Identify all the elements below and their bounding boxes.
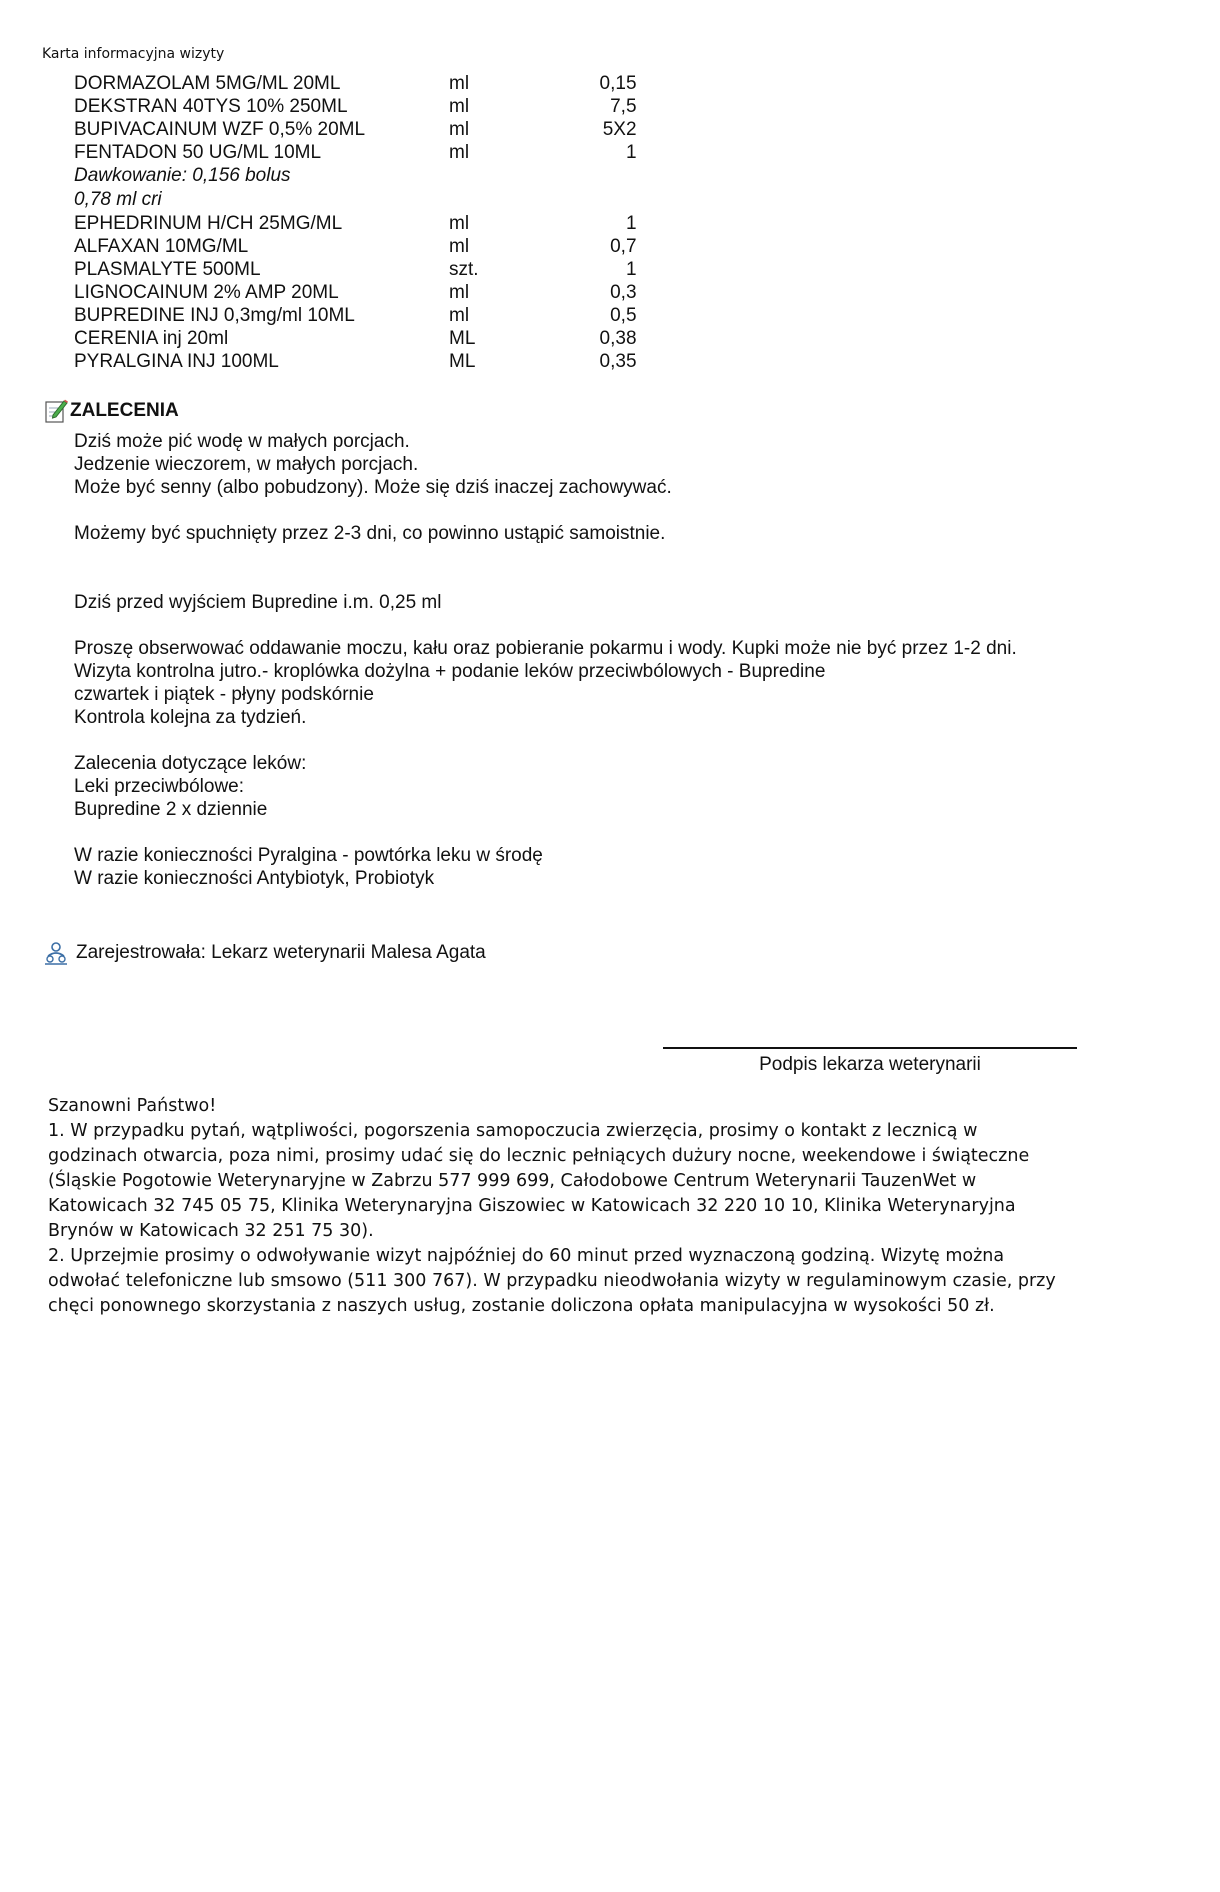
medication-unit: ML [449,351,476,372]
medication-unit: ml [449,282,470,303]
medication-list [74,72,637,373]
medication-name: PLASMALYTE 500ML [74,259,261,280]
medication-unit: ml [449,142,470,163]
medication-name: CERENIA inj 20ml [74,328,229,349]
medication-row [74,304,637,327]
medication-name: ALFAXAN 10MG/ML [74,236,249,257]
medication-qty: 1 [625,142,637,163]
medication-row [74,327,637,350]
spacer [74,545,1017,568]
medication-name: PYRALGINA INJ 100ML [74,351,279,372]
medication-row [74,258,637,281]
medication-unit: szt. [449,259,479,280]
notice-line: (Śląskie Pogotowie Weterynaryjne w Zabrzu 577 999 699, Całodobowe Centrum Weterynarii TauzenWet w [48,1171,977,1191]
recommendation-line: Leki przeciwbólowe: [74,776,245,797]
recommendation-line: czwartek i piątek - płyny podskórnie [74,684,374,705]
medication-qty: 0,3 [610,282,637,303]
recommendation-line: W razie konieczności Antybiotyk, Probiotyk [74,868,435,889]
recommendation-line: W razie konieczności Pyralgina - powtórka leku w środę [74,845,543,866]
signature-label: Podpis lekarza weterynarii [759,1054,981,1075]
medication-row [74,72,637,95]
medication-qty: 0,35 [599,351,637,372]
notice-line: Katowicach 32 745 05 75, Klinika Weterynaryjna Giszowiec w Katowicach 32 220 10 10, Klinika Weterynaryjna [48,1196,1016,1216]
medication-row [74,141,637,164]
medication-name: BUPREDINE INJ 0,3mg/ml 10ML [74,305,355,326]
recommendation-line: Jedzenie wieczorem, w małych porcjach. [74,454,419,475]
medication-row [74,95,637,118]
medication-name: DEKSTRAN 40TYS 10% 250ML [74,96,348,117]
medication-qty: 0,7 [610,236,637,257]
medication-row [74,118,637,141]
recommendation-line: Dziś może pić wodę w małych porcjach. [74,431,410,452]
registered-by-text: Zarejestrowała: Lekarz weterynarii Malesa Agata [76,942,486,963]
spacer [74,821,1017,844]
notice-line: 2. Uprzejmie prosimy o odwoływanie wizyt najpóźniej do 60 minut przed wyznaczoną godziną. Wizytę można [48,1246,1005,1266]
recommendation-line: Proszę obserwować oddawanie moczu, kału oraz pobieranie pokarmu i wody. Kupki może nie być przez 1-2 dni. [74,638,1017,659]
medication-name: EPHEDRINUM H/CH 25MG/ML [74,213,343,234]
document-header: Karta informacyjna wizyty [42,46,225,62]
notice-block [48,1094,1068,1319]
users-icon [44,941,68,965]
dosage-note: 0,78 ml cri [74,189,162,210]
medication-unit: ml [449,305,470,326]
medication-unit: ml [449,73,470,94]
spacer [74,729,1017,752]
recommendation-line: Kontrola kolejna za tydzień. [74,707,307,728]
recommendation-line: Dziś przed wyjściem Bupredine i.m. 0,25 ml [74,592,442,613]
medication-unit: ml [449,236,470,257]
notice-line: 1. W przypadku pytań, wątpliwości, pogorszenia samopoczucia zwierzęcia, prosimy o kontakt z lecznicą w [48,1121,978,1141]
medication-qty: 0,15 [599,73,637,94]
medication-unit: ML [449,328,476,349]
registered-by [44,941,486,965]
medication-qty: 5X2 [602,119,637,140]
medication-name: LIGNOCAINUM 2% AMP 20ML [74,282,339,303]
notice-line: Szanowni Państwo! [48,1096,217,1116]
medication-row [74,235,637,258]
dosage-note: Dawkowanie: 0,156 bolus [74,165,291,186]
signature-line [663,1047,1077,1049]
medication-row [74,281,637,304]
recommendations-body [74,430,1017,890]
recommendation-line: Zalecenia dotyczące leków: [74,753,307,774]
notice-line: chęci ponownego skorzystania z naszych usług, zostanie doliczona opłata manipulacyjna w wysokości 50 zł. [48,1296,995,1316]
spacer [74,614,1017,637]
notice-line: Brynów w Katowicach 32 251 75 30). [48,1221,374,1241]
recommendations-title: ZALECENIA [70,400,179,421]
medication-row [74,212,637,235]
recommendations-heading [44,398,179,424]
medication-row [74,350,637,373]
recommendation-line: Może być senny (albo pobudzony). Może się dziś inaczej zachowywać. [74,477,672,498]
recommendation-line: Bupredine 2 x dziennie [74,799,268,820]
edit-note-icon [44,398,68,424]
recommendation-line: Możemy być spuchnięty przez 2-3 dni, co powinno ustąpić samoistnie. [74,523,666,544]
notice-line: godzinach otwarcia, poza nimi, prosimy udać się do lecznic pełniących dużury nocne, weekendowe i świąteczne [48,1146,1030,1166]
medication-qty: 7,5 [610,96,637,117]
medication-qty: 1 [625,259,637,280]
medication-unit: ml [449,96,470,117]
spacer [74,568,1017,591]
medication-unit: ml [449,119,470,140]
medication-qty: 0,5 [610,305,637,326]
medication-qty: 1 [625,213,637,234]
medication-unit: ml [449,213,470,234]
spacer [74,499,1017,522]
medication-name: DORMAZOLAM 5MG/ML 20ML [74,73,341,94]
recommendation-line: Wizyta kontrolna jutro.- kroplówka dożylna + podanie leków przeciwbólowych - Bupredine [74,661,826,682]
notice-line: odwołać telefoniczne lub smsowo (511 300 767). W przypadku nieodwołania wizyty w regulaminowym czasie, przy [48,1271,1056,1291]
medication-name: BUPIVACAINUM WZF 0,5% 20ML [74,119,366,140]
medication-name: FENTADON 50 UG/ML 10ML [74,142,322,163]
medication-qty: 0,38 [599,328,637,349]
